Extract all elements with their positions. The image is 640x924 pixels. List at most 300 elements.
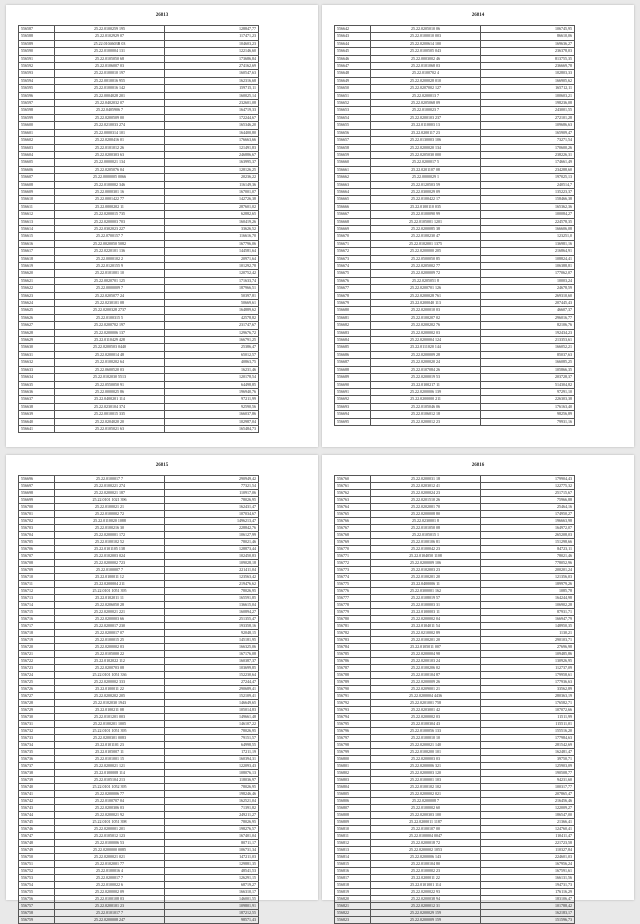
row-id-cell: 556677 (335, 285, 371, 292)
account-code-cell: 25.22.0200117 23 (371, 129, 481, 136)
table-row (335, 721, 575, 728)
account-code-cell: 25.22.0200008 247 (55, 917, 165, 924)
row-id-cell: 556812 (335, 840, 371, 847)
table-row (19, 240, 259, 247)
account-code-cell: 25.22.0200006 137 (55, 329, 165, 336)
account-code-cell: 25.22.0101 1051 395 (55, 728, 165, 735)
account-code-cell: 25.22.0000202 11 (55, 203, 165, 210)
account-code-cell: 25.22.0102022 112 (55, 658, 165, 665)
row-id-cell: 556629 (19, 337, 55, 344)
row-id-cell: 556672 (335, 248, 371, 255)
account-code-cell: 25.22.0102001 1375 (371, 240, 481, 247)
document-page (6, 5, 318, 447)
row-id-cell: 556809 (335, 819, 371, 826)
row-id-cell: 556655 (335, 122, 371, 129)
table-row (335, 637, 575, 644)
amount-cell: 103699,85 (165, 665, 259, 672)
table-row (335, 742, 575, 749)
account-code-cell: 25.22.0100201 20 (371, 574, 481, 581)
row-id-cell: 556823 (335, 917, 371, 924)
row-id-cell: 556600 (19, 122, 55, 129)
amount-cell: 170600,26 (481, 144, 575, 151)
table-row (19, 630, 259, 637)
table-row (335, 483, 575, 490)
row-id-cell: 556718 (19, 630, 55, 637)
amount-cell: 144581,64 (165, 248, 259, 255)
table-row (335, 630, 575, 637)
amount-cell: 146001,55 (165, 896, 259, 903)
row-id-cell: 556619 (19, 263, 55, 270)
amount-cell: 78021,46 (481, 553, 575, 560)
account-code-cell: 25.22.0102011 11 (55, 595, 165, 602)
amount-cell: 105014,83 (165, 707, 259, 714)
table-row (19, 107, 259, 114)
account-code-cell: 25.22.0100002 72 (55, 511, 165, 518)
row-id-cell: 556736 (19, 756, 55, 763)
account-code-cell: 25.22.0700157 7 (55, 233, 165, 240)
amount-cell: 193358,16 (165, 623, 259, 630)
account-code-cell: 25.22.0106007 03 (55, 63, 165, 70)
table-row (335, 26, 575, 33)
row-id-cell: 556695 (335, 418, 371, 425)
amount-cell: 94231,60 (481, 777, 575, 784)
account-code-cell: 25.22.0100002 60 (371, 805, 481, 812)
table-row (19, 344, 259, 351)
account-code-cell: 25.22.0600520 03 (55, 366, 165, 373)
account-code-cell: 25.22.0000314 101 (55, 129, 165, 136)
table-row (335, 85, 575, 92)
account-code-cell: 25.22.0102003 024 (55, 553, 165, 560)
account-code-cell: 25.22.0020701 125 (55, 277, 165, 284)
table-row (19, 707, 259, 714)
amount-cell: 165346,20 (165, 122, 259, 129)
amount-cell: 246886,67 (165, 151, 259, 158)
amount-cell: 86610,06 (481, 33, 575, 40)
amount-cell: 122009,27 (481, 805, 575, 812)
table-row (335, 889, 575, 896)
account-code-cell: 25.22.0210033 274 (55, 122, 165, 129)
row-id-cell: 556723 (19, 665, 55, 672)
account-code-cell: 25.22.0102030 1943 (55, 700, 165, 707)
account-code-cell: 25.22.0110020 1088 (55, 518, 165, 525)
row-id-cell: 556654 (335, 114, 371, 121)
amount-cell: 21366,41 (481, 819, 575, 826)
amount-cell: 71391,82 (165, 805, 259, 812)
account-code-cell: 25.22.0200000 211 (371, 396, 481, 403)
amount-cell: 27244,47 (165, 679, 259, 686)
account-code-cell: 25.22.0003002 46 (371, 55, 481, 62)
row-id-cell: 556598 (19, 107, 55, 114)
row-id-cell: 556660 (335, 159, 371, 166)
amount-cell: 92590,56 (165, 403, 259, 410)
amount-cell: 25464,16 (481, 504, 575, 511)
table-row (335, 798, 575, 805)
row-id-cell: 556692 (335, 396, 371, 403)
account-code-cell: 25.22.0200328 2737 (55, 307, 165, 314)
row-id-cell: 556734 (19, 742, 55, 749)
row-id-cell: 556820 (335, 896, 371, 903)
table-row (19, 574, 259, 581)
account-code-cell: 25.22.0100008 114 (55, 770, 165, 777)
table-row (335, 55, 575, 62)
amount-cell: 135223,37 (481, 188, 575, 195)
row-id-cell: 556712 (19, 588, 55, 595)
amount-cell: 176582,71 (481, 700, 575, 707)
amount-cell: 198236,08 (481, 100, 575, 107)
table-row (335, 784, 575, 791)
account-code-cell: 25.22.0101 1052 395 (55, 784, 165, 791)
account-code-cell: 25.22.0200002 723 (55, 560, 165, 567)
row-id-cell: 556624 (19, 300, 55, 307)
row-id-cell: 556726 (19, 686, 55, 693)
amount-cell: 243001,55 (481, 107, 575, 114)
account-code-cell: 25.22.0200002 021 (371, 791, 481, 798)
table-row (19, 137, 259, 144)
account-code-cell: 25.22.0100003 11 (371, 609, 481, 616)
account-code-cell: 25.22.0200017 230 (55, 623, 165, 630)
table-row (19, 672, 259, 679)
account-code-cell: 25.22.0200022 93 (371, 889, 481, 896)
row-id-cell: 556626 (19, 314, 55, 321)
row-id-cell: 556732 (19, 728, 55, 735)
table-row (19, 77, 259, 84)
amount-cell: 78026,95 (165, 784, 259, 791)
table-row (335, 196, 575, 203)
table-row (19, 188, 259, 195)
amount-cell: 11511,99 (481, 714, 575, 721)
table-row (19, 679, 259, 686)
row-id-cell: 556744 (19, 812, 55, 819)
table-row (19, 497, 259, 504)
amount-cell: 152230,64 (165, 672, 259, 679)
row-id-cell: 556786 (335, 658, 371, 665)
account-code-cell: 25.22.0100107 00 (371, 826, 481, 833)
table-row (335, 511, 575, 518)
table-row (19, 396, 259, 403)
row-id-cell: 556804 (335, 784, 371, 791)
table-row (335, 100, 575, 107)
account-code-cell: 25.22.0110429 428 (55, 337, 165, 344)
amount-cell: 109686,63 (481, 122, 575, 129)
table-row (335, 616, 575, 623)
account-code-cell: 25.22.0200010 03 (371, 307, 481, 314)
account-code-cell: 25.22.0100106 81 (371, 539, 481, 546)
account-code-cell: 25.22.0000301 16 (55, 188, 165, 195)
amount-cell: 102803,33 (481, 70, 575, 77)
account-code-cell: 25.22.0200024 23 (371, 490, 481, 497)
amount-cell: 78026,95 (165, 588, 259, 595)
amount-cell: 64998,55 (165, 742, 259, 749)
row-id-cell: 556611 (19, 203, 55, 210)
table-row (19, 483, 259, 490)
account-code-cell: 25.22.0100102 52 (55, 539, 165, 546)
table-row (19, 777, 259, 784)
table-row (335, 122, 575, 129)
account-code-cell: 25.22.0400201 114 (55, 396, 165, 403)
table-row (19, 910, 259, 917)
row-id-cell: 556661 (335, 166, 371, 173)
row-id-cell: 556620 (19, 270, 55, 277)
amount-cell: 122093,43 (165, 763, 259, 770)
row-id-cell: 556608 (19, 181, 55, 188)
account-code-cell: 25.22.0402032 07 (55, 100, 165, 107)
row-id-cell: 556730 (19, 714, 55, 721)
amount-cell: 39750,71 (481, 756, 575, 763)
table-row (19, 351, 259, 358)
amount-cell: 148950,35 (481, 623, 575, 630)
row-id-cell: 556728 (19, 700, 55, 707)
table-row (19, 588, 259, 595)
table-row (335, 840, 575, 847)
account-code-cell: 25.22.0200701 126 (371, 285, 481, 292)
account-code-cell: 25.22.0105001 1201 (371, 218, 481, 225)
row-id-cell: 556797 (335, 735, 371, 742)
account-code-cell: 25.22.0100104 80 (371, 861, 481, 868)
amount-cell: 77321,54 (165, 483, 259, 490)
amount-cell: 1130,21 (481, 630, 575, 637)
table-row (335, 574, 575, 581)
table-row (335, 903, 575, 910)
amount-cell: 203728,37 (481, 374, 575, 381)
amount-cell: 16231,46 (165, 366, 259, 373)
row-id-cell: 556679 (335, 300, 371, 307)
table-row (19, 700, 259, 707)
account-code-cell: 25.22.0101001 114 (371, 882, 481, 889)
row-id-cell: 556640 (19, 418, 55, 425)
account-code-cell: 25.22.0200012 31 (371, 903, 481, 910)
table-row (19, 553, 259, 560)
row-id-cell: 556740 (19, 784, 55, 791)
amount-cell: 167176,08 (165, 651, 259, 658)
row-id-cell: 556822 (335, 910, 371, 917)
table-row (335, 48, 575, 55)
amount-cell: 280363,19 (481, 693, 575, 700)
table-row (19, 263, 259, 270)
table-row (19, 546, 259, 553)
row-id-cell: 556693 (335, 403, 371, 410)
account-code-cell: 25.22.0200303 100 (371, 812, 481, 819)
table-row (335, 581, 575, 588)
amount-cell: 216864,91 (481, 248, 575, 255)
account-code-cell: 25.22.0111020 144 (371, 344, 481, 351)
amount-cell: 176663,66 (165, 137, 259, 144)
table-row (335, 107, 575, 114)
table-row (19, 735, 259, 742)
table-row (19, 366, 259, 373)
row-id-cell: 556700 (19, 504, 55, 511)
table-row (335, 658, 575, 665)
table-row (19, 425, 259, 432)
account-code-cell: 25.22.0100042 23 (371, 546, 481, 553)
amount-cell: 110917,06 (165, 490, 259, 497)
account-code-cell: 25.22.0205010 06 (371, 26, 481, 33)
amount-cell: 194731,73 (481, 882, 575, 889)
account-code-cell: 25.22.0200103 24 (371, 658, 481, 665)
account-code-cell: 25.22.0100090 99 (371, 211, 481, 218)
amount-cell: 123563,42 (165, 574, 259, 581)
row-id-cell: 556664 (335, 188, 371, 195)
table-row (335, 92, 575, 99)
page-title: 26816 (471, 463, 485, 468)
row-id-cell: 556775 (335, 581, 371, 588)
account-code-cell: 25.22.0120503 59 (371, 181, 481, 188)
row-id-cell: 556648 (335, 70, 371, 77)
table-row (335, 403, 575, 410)
amount-cell: 162481,47 (481, 749, 575, 756)
amount-cell: 166085,25 (481, 359, 575, 366)
row-id-cell: 556634 (19, 374, 55, 381)
row-id-cell: 556643 (335, 33, 371, 40)
account-code-cell: 25.22.0105046 06 (371, 403, 481, 410)
row-id-cell: 556676 (335, 277, 371, 284)
row-id-cell: 556657 (335, 137, 371, 144)
account-code-cell: 25.22.0100217 11 (371, 381, 481, 388)
row-id-cell: 556607 (19, 174, 55, 181)
account-code-cell: 25.22.0200509 00 (55, 114, 165, 121)
row-id-cell: 556776 (335, 588, 371, 595)
account-code-cell: 25.22.0201107 08 (371, 166, 481, 173)
row-id-cell: 556722 (19, 658, 55, 665)
amount-cell: 167001,07 (165, 188, 259, 195)
account-code-cell: 25.22.0200018 72 (371, 840, 481, 847)
table-row (19, 532, 259, 539)
row-id-cell: 556787 (335, 665, 371, 672)
account-code-cell: 25.22.0105015 1 (371, 532, 481, 539)
table-row (335, 770, 575, 777)
account-code-cell: 25.22.0200006 143 (371, 854, 481, 861)
table-row (335, 307, 575, 314)
amount-cell: 165591,85 (165, 595, 259, 602)
account-code-cell: 25.22.0100007 7 (55, 567, 165, 574)
document-page (322, 455, 634, 922)
table-row (19, 847, 259, 854)
table-row (19, 826, 259, 833)
table-row (19, 875, 259, 882)
row-id-cell: 556605 (19, 159, 55, 166)
amount-cell: 166310,17 (165, 889, 259, 896)
account-code-cell: 25.22.0200103 237 (371, 114, 481, 121)
amount-cell: 166325,06 (165, 644, 259, 651)
table-row (19, 742, 259, 749)
row-id-cell: 556647 (335, 63, 371, 70)
table-row (335, 277, 575, 284)
account-code-cell: 25.22.0120155 9 (55, 263, 165, 270)
table-row (335, 532, 575, 539)
account-code-cell: 25.22.0100010 10 (371, 735, 481, 742)
account-code-cell: 25.22.0200008 80 (371, 511, 481, 518)
account-code-cell: 25.22.0100004 0047 (371, 833, 481, 840)
row-id-cell: 556646 (335, 55, 371, 62)
amount-cell: 108076,13 (165, 770, 259, 777)
table-row (19, 595, 259, 602)
amount-cell: 129881,35 (165, 861, 259, 868)
ledger-table (18, 475, 259, 924)
amount-cell: 92048,15 (165, 630, 259, 637)
amount-cell: 228842,76 (165, 525, 259, 532)
amount-cell: 160025,14 (165, 92, 259, 99)
table-row (335, 411, 575, 418)
table-row (19, 166, 259, 173)
row-id-cell: 556658 (335, 144, 371, 151)
table-row (19, 693, 259, 700)
table-row (335, 233, 575, 240)
table-row (335, 359, 575, 366)
row-id-cell: 556633 (19, 366, 55, 373)
row-id-cell: 556798 (335, 742, 371, 749)
row-id-cell: 556821 (335, 903, 371, 910)
table-row (19, 292, 259, 299)
account-code-cell: 25.22.0105007 11 (55, 749, 165, 756)
table-row (335, 181, 575, 188)
row-id-cell: 556761 (335, 483, 371, 490)
table-row (19, 665, 259, 672)
account-code-cell: 25.22.0100010 197 (55, 70, 165, 77)
amount-cell: 85037,63 (481, 351, 575, 358)
account-code-cell: 25.22.0105000 22 (55, 651, 165, 658)
table-row (19, 749, 259, 756)
table-row (19, 686, 259, 693)
amount-cell: 151298,66 (481, 539, 575, 546)
amount-cell: 224578,35 (481, 218, 575, 225)
account-code-cell: 25.22.0200702 197 (55, 322, 165, 329)
account-code-cell: 25.22.0200003 703 (55, 218, 165, 225)
account-code-cell: 25.22.0100206 02 (371, 665, 481, 672)
account-code-cell: 25.22.0302023 227 (55, 225, 165, 232)
table-row (335, 546, 575, 553)
account-code-cell: 25.22.0200101 23 (55, 903, 165, 910)
row-id-cell: 556819 (335, 889, 371, 896)
account-code-cell: 25.22.0200013 7 (371, 92, 481, 99)
amount-cell: 187966,51 (165, 285, 259, 292)
amount-cell: 164400,80 (165, 129, 259, 136)
row-id-cell: 556591 (19, 55, 55, 62)
row-id-cell: 556641 (19, 425, 55, 432)
amount-cell: 40863,75 (165, 359, 259, 366)
row-id-cell: 556595 (19, 85, 55, 92)
account-code-cell: 25.22.0000009 7 (55, 285, 165, 292)
amount-cell: 120178,54 (165, 374, 259, 381)
table-row (335, 791, 575, 798)
row-id-cell: 556781 (335, 623, 371, 630)
account-code-cell: 25.22.0200017 07 (55, 630, 165, 637)
account-code-cell: 25.22.0500050 85 (371, 255, 481, 262)
row-id-cell: 556588 (19, 33, 55, 40)
amount-cell: 196663,98 (481, 518, 575, 525)
account-code-cell: 25.22.0205076 04 (55, 166, 165, 173)
row-id-cell: 556778 (335, 602, 371, 609)
amount-cell: 24678,59 (481, 285, 575, 292)
account-code-cell: 25.22.0130003 106 (371, 137, 481, 144)
row-id-cell: 556801 (335, 763, 371, 770)
amount-cell: 106388,81 (481, 263, 575, 270)
amount-cell: 128847,77 (165, 26, 259, 33)
table-row (335, 651, 575, 658)
amount-cell: 166052,21 (481, 344, 575, 351)
account-code-cell: 25.22.0200002 03 (55, 644, 165, 651)
amount-cell: 116149,36 (165, 181, 259, 188)
row-id-cell: 556642 (335, 26, 371, 33)
account-code-cell: 25.22.0010016 955 (55, 77, 165, 84)
account-code-cell: 25.22.0100216 30 (55, 525, 165, 532)
row-id-cell: 556806 (335, 798, 371, 805)
row-id-cell: 556631 (19, 351, 55, 358)
table-row (19, 721, 259, 728)
table-row (335, 854, 575, 861)
table-row (335, 300, 575, 307)
account-code-cell: 25.22.0105011 007 (371, 644, 481, 651)
account-code-cell: 25.22.0100102 102 (371, 784, 481, 791)
account-code-cell: 25.22.0200011 22 (371, 875, 481, 882)
